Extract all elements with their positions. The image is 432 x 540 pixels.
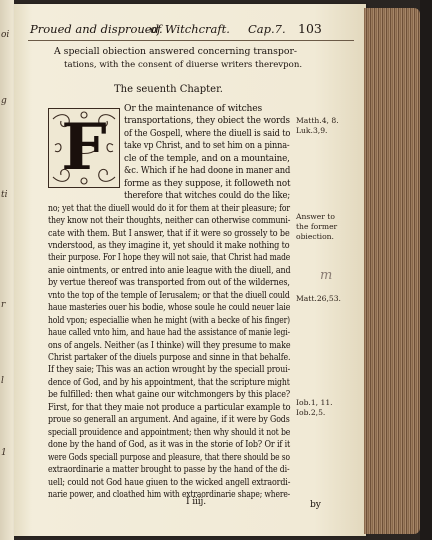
- left-margin-fragment: r: [1, 300, 6, 310]
- header-rule: [28, 40, 354, 41]
- body-line: First, for that they maie not produce a particular example to: [48, 402, 291, 413]
- body-line: vnto the top of the temple of Ierusalem; or that the diuell could: [48, 290, 290, 301]
- body-line: Christ partaker of the diuels purpose and sinne in that behalfe.: [48, 353, 291, 363]
- body-line: dence of God, and by his appointment, that the scripture might: [48, 377, 290, 388]
- handwritten-pencil-mark: m: [320, 268, 333, 283]
- body-line: forme as they suppose, it followeth not: [124, 178, 291, 189]
- running-head-center: of Witchcraft.: [150, 22, 230, 36]
- margin-note: Answer to: [296, 212, 335, 221]
- body-line: their purpose. For I hope they will not saie, that Christ had made: [48, 253, 291, 264]
- body-line: uell; could not God haue giuen to the wicked angell extraordi-: [48, 477, 291, 488]
- margin-note: the former: [296, 222, 338, 231]
- body-line: vnderstood, as they imagine it, yet should it make nothing to: [48, 240, 290, 251]
- margin-note: obiection.: [296, 232, 334, 241]
- body-line: be fulfilled: then what gaine our witchmongers by this place?: [48, 390, 291, 401]
- body-line: speciall prouidence and appointment; then why should it not be: [48, 427, 291, 438]
- running-head-left: Proued and disproued.: [30, 22, 163, 36]
- body-line: anie ointments, or entred into anie league with the diuell, and: [48, 265, 291, 276]
- body-line: extraordinarie a matter brought to passe by the hand of the di-: [48, 465, 290, 476]
- body-line: no; yet that the diuell would do it for them at their pleasure; for: [48, 203, 290, 214]
- page-block-edges: [364, 8, 420, 534]
- body-line: &c. Which if he had doone in maner and: [124, 166, 291, 177]
- body-line: haue called vnto him, and haue had the assistance of manie legi-: [48, 328, 290, 339]
- margin-note: Iob.2,5.: [296, 408, 326, 417]
- signature-mark: I iiij.: [186, 497, 206, 507]
- body-line: done by the hand of God, as it was in the storie of Iob? Or if it: [48, 440, 291, 451]
- left-margin-fragment: ti: [1, 190, 8, 200]
- background-edge: [420, 0, 432, 540]
- drop-cap-letter: F: [61, 110, 107, 185]
- body-line: of the Gospell, where the diuell is said to: [124, 128, 291, 139]
- body-line: haue masteries ouer his bodie, whose soule he could neuer laie: [48, 303, 291, 314]
- margin-note: Iob.1, 11.: [296, 398, 333, 407]
- body-line: cate with them. But I answer, that if it were so grossely to be: [48, 228, 290, 239]
- chapter-summary-line: A speciall obiection answered concerning transpor-: [54, 46, 298, 57]
- margin-note: Matt.26,53.: [296, 294, 341, 303]
- body-line: Or the maintenance of witches: [124, 104, 263, 114]
- body-line: were Gods speciall purpose and pleasure, that there should be so: [48, 452, 290, 463]
- chapter-title: The seuenth Chapter.: [114, 84, 223, 95]
- left-margin-fragment: g: [1, 96, 7, 106]
- left-margin-fragment: oi: [1, 30, 10, 40]
- margin-note: Matth.4, 8.: [296, 116, 339, 125]
- body-line: therefore that witches could do the like;: [124, 191, 291, 202]
- body-line: If they saie; This was an action wrought by the speciall proui-: [48, 365, 291, 376]
- decorated-initial: [48, 108, 120, 188]
- chapter-summary-line: tations, with the consent of diuerse writers therevpon.: [64, 60, 303, 70]
- left-margin-fragment: l: [1, 376, 4, 386]
- body-line: they know not their thoughts, neither can otherwise communi-: [48, 216, 291, 227]
- body-line: proue so generall an argument. And againe, if it were by Gods: [48, 415, 290, 426]
- body-line: narie power, and cloathed him with extraordinarie shape; where-: [48, 489, 291, 500]
- catchword: by: [310, 500, 321, 510]
- facing-page-edge: [0, 0, 14, 540]
- body-line: ons of angels. Neither (as I thinke) will they presume to make: [48, 340, 291, 351]
- body-line: hold vpon; especiallie when he might (with a becke of his finger): [48, 315, 290, 326]
- body-line: transportations, they obiect the words: [124, 116, 290, 127]
- left-margin-fragment: 1: [1, 448, 7, 458]
- running-head-right: Cap.7.: [248, 22, 286, 36]
- margin-note: Luk.3,9.: [296, 126, 328, 135]
- page-number: 103: [298, 21, 322, 36]
- body-line: by vertue thereof was transported from out of the wildernes,: [48, 278, 290, 289]
- body-line: take vp Christ, and to set him on a pinna-: [124, 141, 290, 152]
- body-line: cle of the temple, and on a mountaine,: [124, 153, 290, 164]
